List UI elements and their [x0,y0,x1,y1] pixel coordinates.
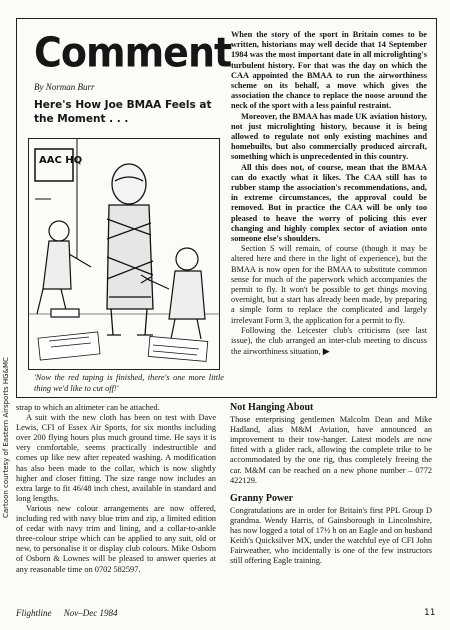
official-left [37,221,91,317]
issue-date: Nov–Dec 1984 [63,608,118,618]
suit-story-column [16,403,216,575]
article-body-column [231,30,427,358]
article-byline: By Norman Burr [34,82,95,92]
news-heading: Not Hanging About [230,402,314,413]
article-paragraph: All this does not, of course, mean that the BMAA can do exactly what it likes. The CAA still has to rubber stamp the association's recommendations, and, in extreme circumstances, the approval could be removed. But in practice the CAA will be only too pleased to heave the worry of policing this ever changing and highly complex sector of aviation onto someone else's shoulders. [231,162,427,244]
cartoon-illustration [28,138,220,370]
article-paragraph: When the story of the sport in Britain comes to be written, historians may well decide that 14 September 1984 was the most important date in all microlighting's turbulent history. For that was the day on which the CAA appointed the BMAA to run the airworthiness scheme on its behalf, a move which gives the association the chance to replace the noose around the neck of the sport with a less painful restraint. [231,30,427,111]
story-paragraph: A suit with the new cloth has been on test with Dave Lewis, CFI of Essex Air Sports, for six months including over 200 flying hours plus much ground time. He says it is very comfortable, seems practically indestructible and comes up like new after repeated washing. A modification has also been made to the collar, which is now slightly higher and closer fitting. The size range now includes an extra large to fit 46/48 inch chest, available in standard and long lengths. [16,413,216,503]
continue-arrow-icon: ▶ [322,346,330,357]
story-paragraph: strap to which an altimeter can be attached. [16,403,160,412]
article-headline: Comment [34,28,232,77]
cartoon-drawing [29,139,219,369]
story-paragraph: Various new colour arrangements are now offered, including red with navy blue trim and zip, a limited edition of cedar with navy trim and lining, and a collar-to-ankle three-colour stripe which can be applied to any suit, old or new, to personalise it or display club colours. Mike Osborn of Osborn & Lownes will be pleased to answer queries at any reasonable time on 0702 582597. [16,503,216,574]
news-body: Those enterprising gentlemen Malcolm Dean and Mike Hadland, alias M&M Aviation, have announced an improvement to their tow-hanger. Latest models are now fitted with a glider rack, allowing the complete trike to be accommodated by the one rig, thus completely freeing the car. M&M can be reached on a new phone number – 0772 422129. [230,415,432,485]
news-body: Congratulations are in order for Britain's first PPL Group D grandma. Wendy Harris, of Gainsborough in Lincolnshire, has now logged a total of 17½ h on an Eagle and on husband Keith's Quicksilver MX, under the watchful eye of CFI John Fairweather, who incidentally is one of the few instructors still offering Eagle training. [230,505,432,566]
page-number: 11 [424,608,436,618]
cartoon-sign-text: AAC HQ [39,155,83,166]
article-subhead: Here's How Joe BMAA Feels at the Moment . . . [34,99,212,125]
cartoon-caption: 'Now the red taping is finished, there's one more little thing we'd like to cut off!' [34,373,224,393]
wrapped-pilot [107,164,153,335]
article-paragraph: Moreover, the BMAA has made UK aviation history, not just microlighting history, because it is being allowed to regulate not only existing machines and homebuilts, but also commercially produced aircraft, something which is unprecedented in this country. [231,111,427,162]
article-paragraph-text: Following the Leicester club's criticisms (see last issue), the club arranged an inter-club meeting to discuss the airworthiness situation, [231,325,427,357]
paper-pile [38,332,208,361]
news-heading: Granny Power [230,492,294,504]
article-paragraph [231,326,427,358]
photo-credit: Cartoon courtesy of Eastern Airsports HG&MC [2,357,10,518]
news-briefs-column [230,403,432,574]
page-footer [16,608,128,618]
article-paragraph: Section S will remain, of course (though it may be altered here and there in the light of experience), but the BMAA is now open for the BMAA to substitute common sense for much of the paperwork which accompanies the permit to fly. It won't be possible to get things moving overnight, but a start has already been made, by preparing a simple form to replace the complicated and largely irrelevant Form 3, the application for a permit to fly. [231,244,427,325]
magazine-name: Flightline [16,608,52,618]
